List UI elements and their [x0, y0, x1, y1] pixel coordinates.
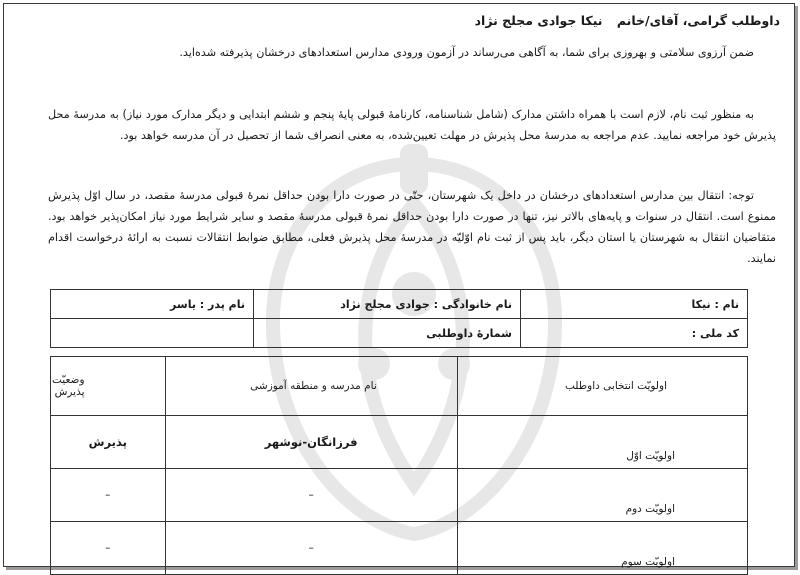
document-frame — [3, 3, 795, 567]
candidate-full-name: نیکا جوادی مجلج نژاد — [474, 13, 603, 28]
national-code-cell: کد ملی : — [521, 319, 748, 348]
table-row — [51, 290, 748, 319]
table-row — [51, 416, 748, 469]
paragraph-acceptance: ضمن آرزوی سلامتی و بهروزی برای شما، به آگاهی می‌رساند در آزمون ورودی مدارس استعدادهای درخشان پذیرفته شده‌اید. — [179, 46, 754, 59]
first-name-cell: نام : نیکا — [521, 290, 748, 319]
priority-table — [50, 356, 748, 575]
priority-label: اولویّت دوم — [457, 469, 747, 522]
paragraph-registration: به منظور ثبت نام، لازم است با همراه داشتن مدارک (شامل شناسنامه، کارنامهٔ قبولی پایهٔ پنجم و ششم ابتدایی و دیگر مدارک مورد نیاز) به مدرسهٔ محل پذیرش خود مراجعه نمایید. عدم مراجعه به مدرسهٔ محل پذیرش در مهلت تعیین‌شده، به معنی انصراف شما از تحصیل در آن مدرسه خواهد بود. — [48, 108, 776, 142]
school-name: فرزانگان-نوشهر — [165, 416, 457, 469]
letter-content — [4, 4, 794, 566]
table-row — [51, 319, 748, 348]
candidate-info-table — [50, 289, 748, 348]
salutation: داوطلب گرامی، آقای/خانم — [616, 13, 780, 28]
greeting-line — [475, 13, 780, 28]
header-status: وضعیّت پذیرش — [51, 357, 166, 416]
paragraph-transfer-note: توجه: انتقال بین مدارس استعدادهای درخشان در داخل یک شهرستان، حتّی در صورت دارا بودن حداقل نمرهٔ قبولی مدرسهٔ مقصد، در سال اوّل پذیرش ممنوع است. انتقال در سنوات و پایه‌های بالاتر نیز، تنها در صورت دارا بودن حداقل نمرهٔ قبولی مدرسهٔ مقصد و سایر شرایط مورد نیاز امکان‌پذیر خواهد بود. متقاضیان انتقال به شهرستان یا استان دیگر، باید پس از ثبت نام اوّلیّه در مدرسهٔ محل پذیرش فعلی، مطابق ضوابط انتقالات نسبت به ارائهٔ درخواست اقدام نمایند. — [48, 189, 776, 265]
header-school: نام مدرسه و منطقه آموزشی — [165, 357, 457, 416]
father-name-cell: نام پدر : یاسر — [51, 290, 254, 319]
priority-label: اولویّت سوم — [457, 522, 747, 575]
table-row — [51, 522, 748, 575]
table-header-row — [51, 357, 748, 416]
priority-label: اولویّت اوّل — [457, 416, 747, 469]
table-row — [51, 469, 748, 522]
last-name-cell: نام خانوادگی : جوادی مجلج نژاد — [254, 290, 521, 319]
empty-cell — [51, 319, 254, 348]
admission-status: پذیرش — [51, 416, 166, 469]
school-name: – — [165, 469, 457, 522]
school-name: – — [165, 522, 457, 575]
header-priority: اولویّت انتخابی داوطلب — [457, 357, 747, 416]
admission-status: – — [51, 522, 166, 575]
admission-status: – — [51, 469, 166, 522]
candidate-number-cell: شمارهٔ داوطلبی — [254, 319, 521, 348]
